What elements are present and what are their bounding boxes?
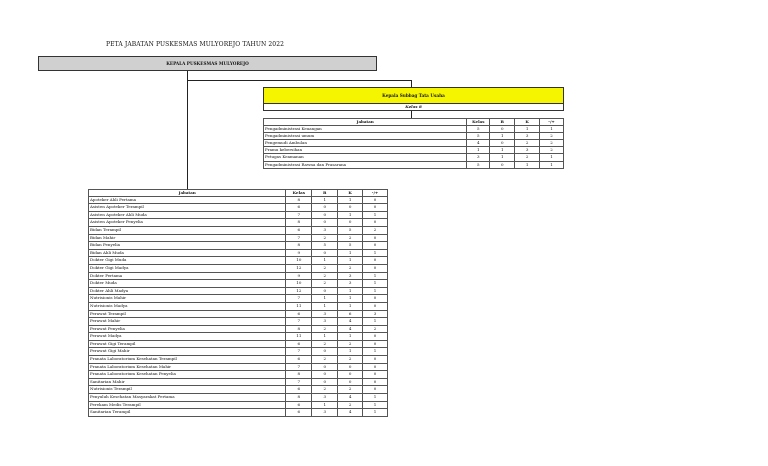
subbag-table <box>263 118 564 169</box>
value-cell: 1 <box>338 333 363 341</box>
value-cell: 12 <box>286 264 312 272</box>
value-cell: 0 <box>312 348 338 356</box>
value-cell: 4 <box>338 394 363 402</box>
value-cell: 1 <box>312 333 338 341</box>
value-cell: 1 <box>338 257 363 265</box>
value-cell: 4 <box>338 318 363 326</box>
subbag-box: Kepala Subbag Tata Usaha <box>263 87 564 104</box>
jabatan-cell: Perawat Penyelia <box>89 325 286 333</box>
table-row <box>89 325 388 333</box>
column-header: Kelas <box>286 190 312 197</box>
value-cell: 0 <box>490 125 515 132</box>
table-row <box>89 340 388 348</box>
value-cell: 0 <box>338 378 363 386</box>
table-row <box>89 348 388 356</box>
value-cell: 2 <box>338 356 363 364</box>
value-cell: 1 <box>363 249 388 257</box>
value-cell: 2 <box>338 264 363 272</box>
jabatan-cell: Dokter Ahli Madya <box>89 287 286 295</box>
value-cell: 2 <box>312 280 338 288</box>
value-cell: 1 <box>312 302 338 310</box>
value-cell: 2 <box>540 132 564 139</box>
value-cell: 0 <box>363 219 388 227</box>
value-cell: 0 <box>363 363 388 371</box>
table-row <box>89 204 388 212</box>
table-row <box>89 257 388 265</box>
value-cell: 8 <box>286 371 312 379</box>
value-cell: 1 <box>363 272 388 280</box>
value-cell: 1 <box>363 280 388 288</box>
value-cell: 0 <box>312 204 338 212</box>
jabatan-cell: Pranata Laboratorium Kesehatan Mahir <box>89 363 286 371</box>
table-row <box>89 264 388 272</box>
value-cell: 0 <box>312 363 338 371</box>
value-cell: 1 <box>490 147 515 154</box>
value-cell: 8 <box>286 219 312 227</box>
value-cell: 1 <box>363 287 388 295</box>
value-cell: 2 <box>363 325 388 333</box>
jabatan-table <box>88 189 388 417</box>
jabatan-cell: Bidan Penyelia <box>89 242 286 250</box>
jabatan-cell: Pengadministrasi Keuangan <box>264 125 467 132</box>
table-row <box>89 219 388 227</box>
value-cell: 4 <box>338 325 363 333</box>
jabatan-cell: Asisten Apoteker Penyelia <box>89 219 286 227</box>
connector-sub-table <box>411 111 412 118</box>
table-row <box>89 378 388 386</box>
value-cell: 0 <box>363 333 388 341</box>
value-cell: 7 <box>286 318 312 326</box>
jabatan-cell: Bidan Mahir <box>89 234 286 242</box>
jabatan-cell: Sanitarian Mahir <box>89 378 286 386</box>
value-cell: 0 <box>363 386 388 394</box>
table-row <box>89 287 388 295</box>
table-row <box>89 333 388 341</box>
jabatan-cell: Dokter Muda <box>89 280 286 288</box>
value-cell: 3 <box>515 132 540 139</box>
value-cell: 0 <box>363 234 388 242</box>
value-cell: 0 <box>363 356 388 364</box>
value-cell: 0 <box>363 264 388 272</box>
table-row <box>89 196 388 204</box>
value-cell: 2 <box>540 147 564 154</box>
value-cell: 2 <box>515 140 540 147</box>
value-cell: 1 <box>363 394 388 402</box>
value-cell: 7 <box>286 378 312 386</box>
table-row <box>89 242 388 250</box>
value-cell: 5 <box>467 125 490 132</box>
value-cell: 8 <box>286 196 312 204</box>
value-cell: 4 <box>338 409 363 417</box>
value-cell: 0 <box>312 211 338 219</box>
value-cell: 7 <box>286 211 312 219</box>
jabatan-cell: Sanitarian Terampil <box>89 409 286 417</box>
value-cell: 1 <box>338 295 363 303</box>
head-position-box: KEPALA PUSKESMAS MULYOREJO <box>38 56 377 71</box>
jabatan-cell: Perawat Mahir <box>89 318 286 326</box>
value-cell: 3 <box>338 272 363 280</box>
value-cell: 4 <box>467 140 490 147</box>
jabatan-cell: Asisten Apoteker Ahli Muda <box>89 211 286 219</box>
jabatan-cell: Perekam Medis Terampil <box>89 401 286 409</box>
table-row <box>89 363 388 371</box>
value-cell: 0 <box>338 204 363 212</box>
value-cell: 0 <box>363 371 388 379</box>
value-cell: 3 <box>312 409 338 417</box>
value-cell: 6 <box>286 409 312 417</box>
value-cell: 1 <box>515 161 540 168</box>
value-cell: 1 <box>490 132 515 139</box>
column-header: K <box>515 119 540 126</box>
table-row <box>89 386 388 394</box>
value-cell: 0 <box>490 161 515 168</box>
jabatan-cell: Perawat Madya <box>89 333 286 341</box>
column-header: -/+ <box>363 190 388 197</box>
table-row <box>89 295 388 303</box>
table-row <box>89 211 388 219</box>
value-cell: 0 <box>312 249 338 257</box>
value-cell: 6 <box>286 310 312 318</box>
value-cell: 1 <box>338 211 363 219</box>
value-cell: 6 <box>286 340 312 348</box>
value-cell: 0 <box>363 257 388 265</box>
table-row <box>89 234 388 242</box>
value-cell: 3 <box>338 280 363 288</box>
jabatan-cell: Penyuluh Kesehatan Masyarakat Pertama <box>89 394 286 402</box>
value-cell: 9 <box>286 272 312 280</box>
value-cell: 2 <box>312 272 338 280</box>
value-cell: 11 <box>286 333 312 341</box>
value-cell: 1 <box>540 125 564 132</box>
value-cell: 6 <box>286 386 312 394</box>
connector-main-vertical <box>187 71 188 189</box>
value-cell: 0 <box>363 340 388 348</box>
jabatan-cell: Pengadministrasi Rawna dan Prasarana <box>264 161 467 168</box>
value-cell: 2 <box>312 325 338 333</box>
value-cell: 3 <box>312 310 338 318</box>
jabatan-cell: Perawat Gigi Terampil <box>89 340 286 348</box>
value-cell: 0 <box>363 302 388 310</box>
table-row <box>89 371 388 379</box>
column-header: B <box>490 119 515 126</box>
value-cell: 1 <box>338 348 363 356</box>
value-cell: 12 <box>286 287 312 295</box>
value-cell: 0 <box>363 295 388 303</box>
value-cell: 3 <box>467 154 490 161</box>
jabatan-cell: Pramu kebersihan <box>264 147 467 154</box>
value-cell: 1 <box>363 211 388 219</box>
value-cell: 1 <box>467 147 490 154</box>
value-cell: 10 <box>286 280 312 288</box>
value-cell: 1 <box>490 154 515 161</box>
table-row <box>264 140 564 147</box>
value-cell: 1 <box>338 196 363 204</box>
value-cell: 2 <box>515 154 540 161</box>
value-cell: 1 <box>515 125 540 132</box>
value-cell: 2 <box>312 340 338 348</box>
jabatan-cell: Pranata Laboratorium Kesehatan Terampil <box>89 356 286 364</box>
value-cell: 1 <box>363 348 388 356</box>
connector-sub-drop <box>411 80 412 87</box>
value-cell: 1 <box>312 295 338 303</box>
value-cell: 7 <box>286 295 312 303</box>
value-cell: 10 <box>286 257 312 265</box>
value-cell: 1 <box>312 257 338 265</box>
value-cell: 7 <box>286 348 312 356</box>
value-cell: 1 <box>363 409 388 417</box>
table-row <box>89 394 388 402</box>
table-row <box>89 226 388 234</box>
jabatan-cell: Apoteker Ahli Pertama <box>89 196 286 204</box>
value-cell: 1 <box>312 401 338 409</box>
value-cell: 1 <box>338 302 363 310</box>
value-cell: 0 <box>363 378 388 386</box>
value-cell: 3 <box>312 226 338 234</box>
value-cell: 9 <box>286 249 312 257</box>
value-cell: 5 <box>467 132 490 139</box>
jabatan-cell: Dokter Gigi Madya <box>89 264 286 272</box>
table-row <box>89 356 388 364</box>
jabatan-cell: Pengemudi Ambulan <box>264 140 467 147</box>
page-title: PETA JABATAN PUSKESMAS MULYOREJO TAHUN 2022 <box>106 41 285 48</box>
table-row <box>89 249 388 257</box>
value-cell: 1 <box>363 318 388 326</box>
value-cell: 5 <box>338 242 363 250</box>
jabatan-cell: Bidan Ahli Muda <box>89 249 286 257</box>
column-header: -/+ <box>540 119 564 126</box>
value-cell: 0 <box>312 219 338 227</box>
column-header: Jabatan <box>89 190 286 197</box>
value-cell: 1 <box>540 154 564 161</box>
value-cell: 2 <box>312 386 338 394</box>
value-cell: 0 <box>363 204 388 212</box>
subbag-kelas: Kelas 8 <box>263 104 564 111</box>
table-row <box>264 132 564 139</box>
subbag-table-header <box>264 119 564 126</box>
jabatan-cell: Petugas Keamanan <box>264 154 467 161</box>
value-cell: 8 <box>286 242 312 250</box>
table-row <box>89 318 388 326</box>
value-cell: 7 <box>286 234 312 242</box>
value-cell: 1 <box>312 196 338 204</box>
value-cell: 0 <box>312 287 338 295</box>
value-cell: 0 <box>363 196 388 204</box>
value-cell: 5 <box>338 226 363 234</box>
value-cell: 5 <box>312 242 338 250</box>
value-cell: 8 <box>286 325 312 333</box>
jabatan-cell: Dokter Gigi Muda <box>89 257 286 265</box>
value-cell: 1 <box>363 401 388 409</box>
value-cell: 3 <box>312 318 338 326</box>
value-cell: 6 <box>286 401 312 409</box>
value-cell: 2 <box>312 356 338 364</box>
value-cell: 1 <box>338 287 363 295</box>
table-row <box>89 302 388 310</box>
value-cell: 3 <box>363 310 388 318</box>
column-header: B <box>312 190 338 197</box>
value-cell: 0 <box>312 378 338 386</box>
column-header: Jabatan <box>264 119 467 126</box>
jabatan-cell: Asisten Apoteker Terampil <box>89 204 286 212</box>
value-cell: 6 <box>286 226 312 234</box>
table-row <box>89 310 388 318</box>
jabatan-cell: Bidan Terampil <box>89 226 286 234</box>
jabatan-cell: Nutrisionis Mahir <box>89 295 286 303</box>
value-cell: 0 <box>338 219 363 227</box>
value-cell: 2 <box>312 234 338 242</box>
table-row <box>264 161 564 168</box>
jabatan-cell: Dokter Pertama <box>89 272 286 280</box>
value-cell: 2 <box>312 264 338 272</box>
jabatan-cell: Pranata Laboratorium Kesehatan Penyelia <box>89 371 286 379</box>
value-cell: 2 <box>540 140 564 147</box>
table-row <box>264 125 564 132</box>
value-cell: 2 <box>338 340 363 348</box>
jabatan-cell: Nutrisionis Terampil <box>89 386 286 394</box>
column-header: Kelas <box>467 119 490 126</box>
table-row <box>89 409 388 417</box>
table-row <box>89 401 388 409</box>
value-cell: 2 <box>338 234 363 242</box>
value-cell: 6 <box>286 204 312 212</box>
value-cell: 2 <box>338 401 363 409</box>
value-cell: 1 <box>540 161 564 168</box>
value-cell: 3 <box>515 147 540 154</box>
table-row <box>89 280 388 288</box>
value-cell: 8 <box>286 394 312 402</box>
value-cell: 2 <box>363 226 388 234</box>
value-cell: 6 <box>286 356 312 364</box>
value-cell: 3 <box>312 394 338 402</box>
value-cell: 2 <box>338 386 363 394</box>
value-cell: 7 <box>286 363 312 371</box>
jabatan-cell: Perawat Terampil <box>89 310 286 318</box>
value-cell: 5 <box>467 161 490 168</box>
jabatan-cell: Perawat Gigi Mahir <box>89 348 286 356</box>
value-cell: 0 <box>338 371 363 379</box>
value-cell: 11 <box>286 302 312 310</box>
value-cell: 0 <box>338 363 363 371</box>
table-row <box>264 147 564 154</box>
value-cell: 0 <box>490 140 515 147</box>
table-row <box>264 154 564 161</box>
table-row <box>89 272 388 280</box>
jabatan-table-header <box>89 190 388 197</box>
value-cell: 1 <box>338 249 363 257</box>
value-cell: 0 <box>363 242 388 250</box>
jabatan-cell: Nutrisionis Madya <box>89 302 286 310</box>
connector-horizontal <box>187 80 412 81</box>
column-header: K <box>338 190 363 197</box>
value-cell: 6 <box>338 310 363 318</box>
jabatan-cell: Pengadministrasi umum <box>264 132 467 139</box>
value-cell: 0 <box>312 371 338 379</box>
